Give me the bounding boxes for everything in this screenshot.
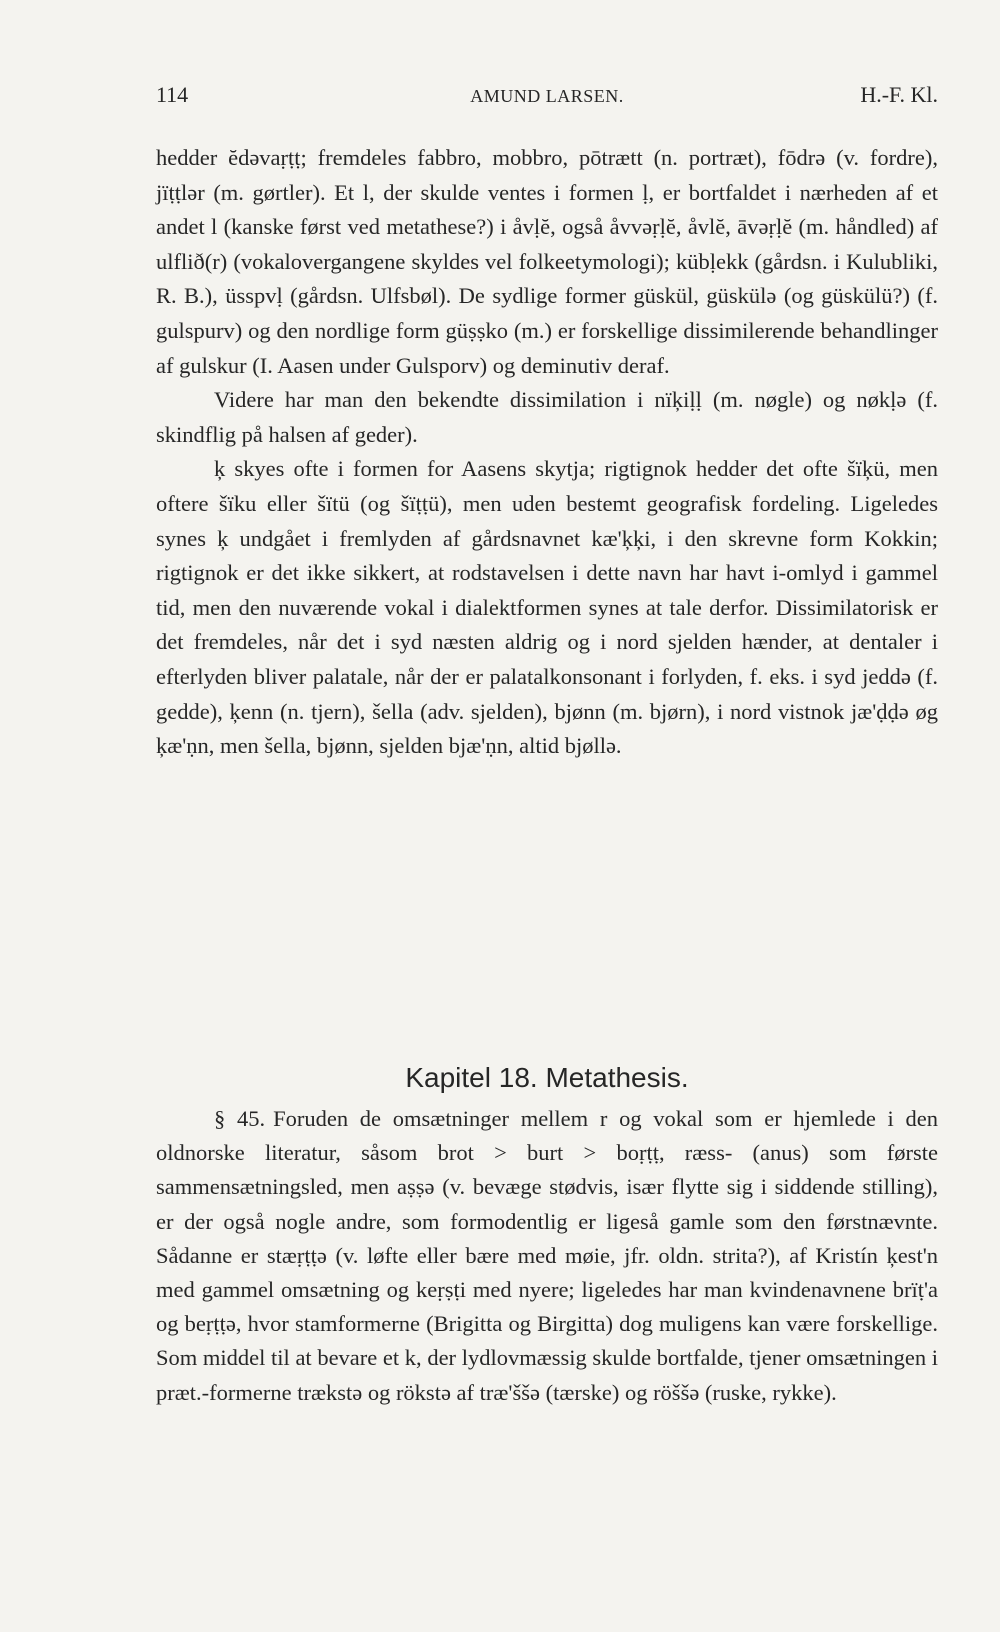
text-block-bottom — [156, 1102, 938, 1410]
text-block-top — [156, 141, 938, 764]
paragraph: Videre har man den bekendte dissimilation i nïķiḷḷ (m. nøgle) og nøkḷə (f. skindflig på halsen af geder). — [156, 387, 938, 447]
chapter-heading: Kapitel 18. Metathesis. — [405, 1062, 689, 1093]
section-label: H.-F. Kl. — [860, 82, 938, 107]
running-head: AMUND LARSEN. — [470, 86, 624, 106]
paragraph: hedder ĕdəvaṛṭṭ; fremdeles fabbro, mobbro, pōtrætt (n. portræt), fōdrə (v. fordre), jïṭṭlər (m. gørtler). Et l, der skulde ventes i formen ḷ, er bortfaldet i nærheden af et andet l (kanske først ved metathese?) i åvḷĕ, også åvvəṛḷĕ, åvlĕ, āvəṛḷĕ (m. håndled) af ulflið(r) (vokalovergangene skyldes vel folkeetymologi); kübḷekk (gårdsn. i Kulubliki, R. B.), üsspvḷ (gårdsn. Ulfsbøl). De sydlige former güskül, güskülə (og güskülü?) (f. gulspurv) og den nordlige form güṣṣko (m.) er forskellige dissimilerende behandlinger af gulskur (I. Aasen under Gulsporv) og deminutiv deraf. — [156, 145, 938, 378]
page-header — [156, 76, 938, 110]
paragraph — [156, 1102, 938, 1410]
paragraph-text: Foruden de omsætninger mellem r og vokal som er hjemlede i den oldnorske literatur, såsom brot > burt > boṛṭṭ, ræss- (anus) som første sammensætningsled, men aṣṣə (v. bevæge stødvis, især flytte sig i siddende stilling), er der også nogle andre, som formodentlig er ligeså gamle som den førstnævnte. Sådanne er stæṛṭṭə (v. løfte eller bære med møie, jfr. oldn. strita?), af Kristín ķest'n med gammel omsætning og keṛṣṭi med nyere; ligeledes har man kvindenavnene brïṭ'a og beṛṭṭə, hvor stamformerne (Brigitta og Birgitta) dog muligens kan være forskellige. Som middel til at bevare et k, der lydlovmæssig skulde bortfalde, tjener omsætningen i præt.-formerne trækstə og rökstə af træ'ššə (tærske) og röššə (ruske, rykke). — [156, 1106, 939, 1405]
page-number: 114 — [156, 82, 189, 107]
paragraph: ķ skyes ofte i formen for Aasens skytja; rigtignok hedder det ofte šïķü, men oftere šïku eller šïtü (og šïṭṭü), men uden bestemt geografisk fordeling. Ligeledes synes ķ undgået i fremlyden af gårdsnavnet kæ'ķķi, i den skrevne form Kokkin; rigtignok er det ikke sikkert, at rodstavelsen i dette navn har havt i-omlyd i gammel tid, men den nuværende vokal i dialektformen synes at tale derfor. Dissimilatorisk er det fremdeles, når det i syd næsten aldrig og i nord sjelden hænder, at dentaler i efterlyden bliver palatale, når der er palatalkonsonant i forlyden, f. eks. i syd jeddə (f. gedde), ķenn (n. tjern), šella (adv. sjelden), bjønn (m. bjørn), i nord vistnok jæ'ḍḍə øg ķæ'ṇn, men šella, bjønn, sjelden bjæ'ṇn, altid bjøllə. — [156, 456, 938, 759]
section-mark: § 45. — [214, 1106, 266, 1131]
